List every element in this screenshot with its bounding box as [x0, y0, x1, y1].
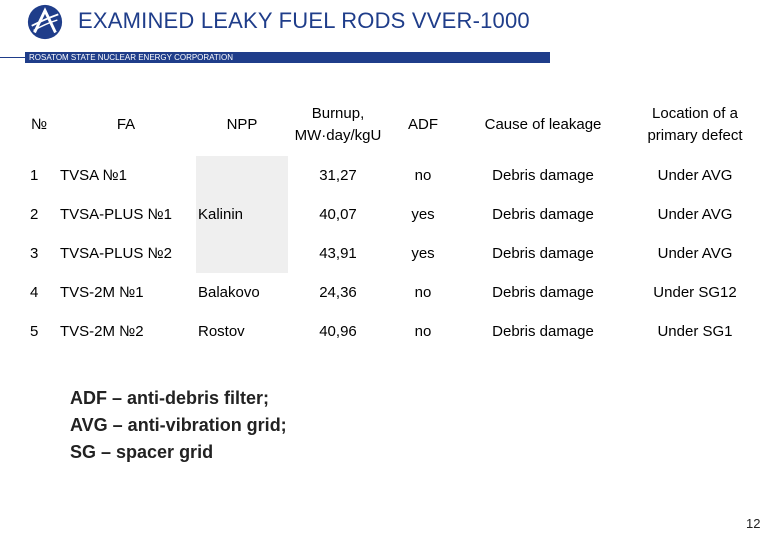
leaky-fuel-rods-table	[22, 94, 762, 351]
row-num: 4	[30, 284, 39, 301]
corporation-name: ROSATOM STATE NUCLEAR ENERGY CORPORATION	[29, 53, 234, 62]
row-num: 1	[30, 167, 39, 184]
row-burnup: 43,91	[319, 245, 357, 262]
row-burnup: 31,27	[319, 167, 357, 184]
header-burnup-line2: MW·day/kgU	[294, 127, 382, 144]
row-burnup: 24,36	[319, 284, 357, 301]
row-cause: Debris damage	[492, 167, 594, 184]
row-npp: Rostov	[198, 323, 245, 340]
row-location: Under SG1	[657, 323, 733, 340]
table-row	[22, 195, 762, 234]
row-npp: Balakovo	[198, 284, 260, 301]
corporation-banner	[25, 52, 550, 63]
header-fa: FA	[116, 116, 136, 133]
header-npp: NPP	[226, 116, 258, 133]
row-cause: Debris damage	[492, 245, 594, 262]
row-num: 5	[30, 323, 39, 340]
row-fa: TVSA №1	[60, 167, 127, 184]
row-cause: Debris damage	[492, 284, 594, 301]
row-fa: TVS-2M №2	[60, 323, 144, 340]
table-header-row	[22, 94, 762, 156]
row-location: Under AVG	[657, 245, 733, 262]
row-fa: TVS-2M №1	[60, 284, 144, 301]
legend-sg: SG – spacer grid	[70, 442, 214, 462]
row-adf: no	[414, 323, 432, 340]
rosatom-logo-icon	[26, 3, 64, 41]
header-adf: ADF	[408, 116, 438, 133]
header-burnup-line1: Burnup,	[311, 105, 365, 122]
row-location: Under SG12	[653, 284, 737, 301]
row-npp-kalinin: Kalinin	[196, 156, 288, 273]
header-location-line1: Location of a	[652, 105, 738, 122]
table-row	[22, 234, 762, 273]
header-location-line2: primary defect	[647, 127, 743, 144]
table-row	[22, 273, 762, 312]
row-fa: TVSA-PLUS №1	[60, 206, 172, 223]
abbreviation-legend	[70, 385, 287, 466]
header-cause: Cause of leakage	[484, 116, 602, 133]
table-row	[22, 312, 762, 351]
legend-avg: AVG – anti-vibration grid;	[70, 415, 287, 435]
row-cause: Debris damage	[492, 323, 594, 340]
row-adf: no	[414, 284, 432, 301]
table-row	[22, 156, 762, 195]
header-num: №	[30, 116, 48, 133]
row-location: Under AVG	[657, 167, 733, 184]
legend-adf: ADF – anti-debris filter;	[70, 388, 270, 408]
header-location	[628, 94, 762, 156]
row-fa: TVSA-PLUS №2	[60, 245, 172, 262]
row-cause: Debris damage	[492, 206, 594, 223]
corporation-rule	[0, 57, 25, 58]
row-num: 2	[30, 206, 39, 223]
row-num: 3	[30, 245, 39, 262]
row-adf: yes	[411, 245, 435, 262]
page-number: 12	[746, 516, 761, 531]
row-adf: yes	[411, 206, 435, 223]
header-burnup	[288, 94, 388, 156]
row-adf: no	[414, 167, 432, 184]
page-title: EXAMINED LEAKY FUEL RODS VVER-1000	[78, 8, 530, 33]
row-location: Under AVG	[657, 206, 733, 223]
row-burnup: 40,96	[319, 323, 357, 340]
row-burnup: 40,07	[319, 206, 357, 223]
